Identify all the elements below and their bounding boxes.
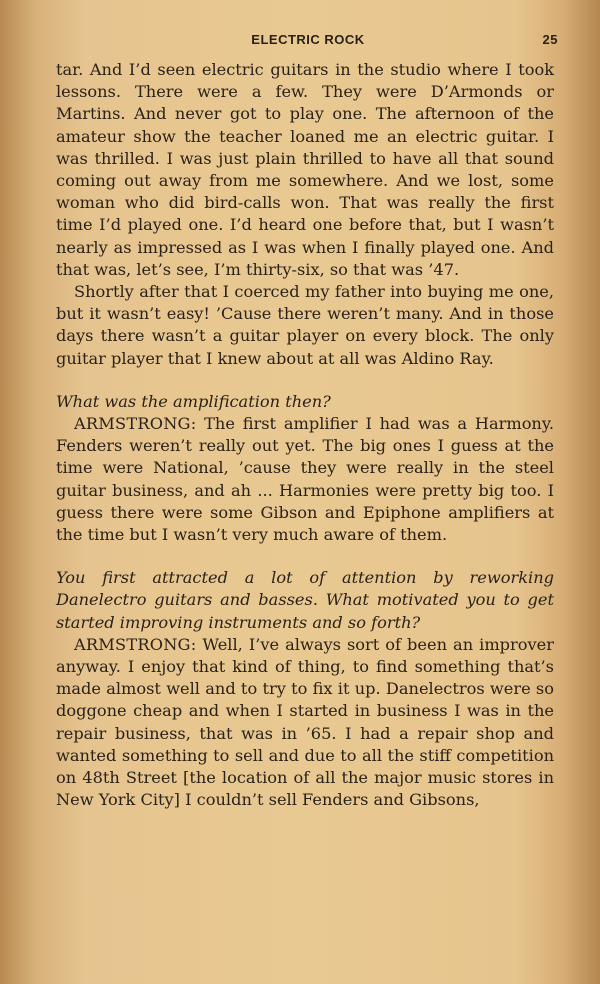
running-title: ELECTRIC ROCK xyxy=(251,32,365,47)
interview-answer xyxy=(56,634,554,812)
interview-question: You first attracted a lot of attention by reworking Danelectro guitars and basses. What motivated you to get started improving instruments and so forth? xyxy=(56,568,554,632)
answer-text: Well, I’ve always sort of been an improver anyway. I enjoy that kind of thing, to find something that’s made almost well and to try to fix it up. Danelectros were so doggone cheap and when I started in business I was in the repair business, that was in ’65. I had a repair shop and wanted something to sell and due to all the stiff competition on 48th Street [the location of all the major music stores in New York City] I couldn’t sell Fenders and Gibsons, xyxy=(56,634,554,810)
speaker-name: ARMSTRONG: xyxy=(74,634,197,654)
interview-answer xyxy=(56,413,554,546)
paragraph: Shortly after that I coerced my father into buying me one, but it wasn’t easy! ’Cause there weren’t many. And in those days there wasn’t a guitar player on every block. The only guitar player that I knew about at all was Aldino Ray. xyxy=(56,282,554,368)
page-body xyxy=(56,59,554,812)
paragraph-continuation: tar. And I’d seen electric guitars in the studio where I took lessons. There were a few. They were D’Armonds or Martins. And never got to play one. The afternoon of the amateur show the teacher loaned me an electric guitar. I was thrilled. I was just plain thrilled to have all that sound coming out away from me somewhere. And we lost, some woman who did bird-calls won. That was really the first time I’d played one. I’d heard one before that, but I wasn’t nearly as impressed as I was when I finally played one. And that was, let’s see, I’m thirty-six, so that was ’47. xyxy=(56,60,554,279)
speaker-name: ARMSTRONG: xyxy=(74,414,197,434)
page-number: 25 xyxy=(542,32,558,47)
page-header xyxy=(58,32,558,52)
interview-question: What was the amplification then? xyxy=(56,391,331,411)
answer-text: The first amplifier I had was a Harmony. Fenders weren’t really out yet. The big ones I guess at the time were National, ’cause they were really in the steel guitar business, and ah ... Harmonies were pretty big too. I guess there were some Gibson and Epiphone amplifiers at the time but I wasn’t very much aware of them. xyxy=(56,414,554,545)
